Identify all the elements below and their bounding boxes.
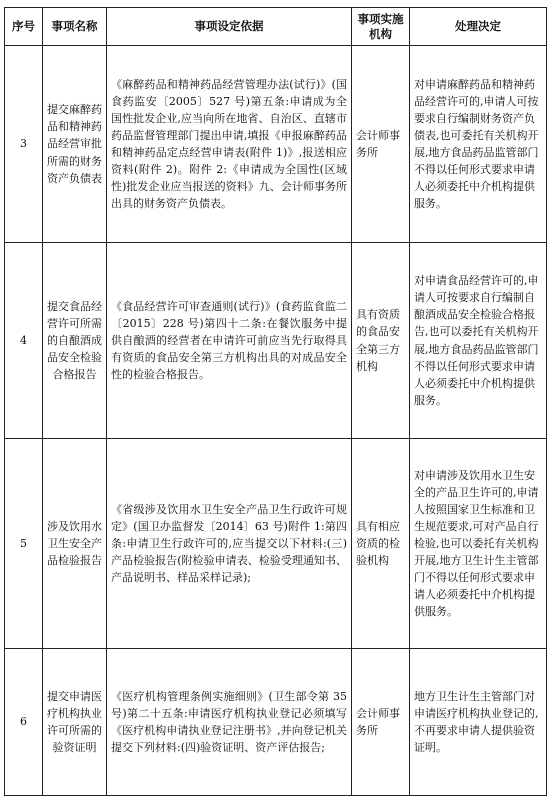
table-row xyxy=(5,439,547,649)
table-row xyxy=(5,243,547,439)
matter-basis: 《省级涉及饮用水卫生安全产品卫生行政许可规定》(国卫办监督发〔2014〕63 号)附件 1:第四条:申请卫生行政许可的,应当提交以下材料:(三)产品检验报告(附检验申请表、检验受理通知书、产品说明书、样品采样记录); xyxy=(107,439,352,649)
matter-basis: 《食品经营许可审查通则(试行)》(食药监食监二〔2015〕228 号)第四十二条:在餐饮服务中提供自酿酒的经营者在申请许可前应当先行取得具有资质的食品安全第三方机构出具的对成品安全性的检验合格报告。 xyxy=(107,243,352,439)
matters-table xyxy=(4,7,547,796)
implementing-org: 具有资质的食品安全第三方机构 xyxy=(352,243,410,439)
matter-name: 提交申请医疗机构执业许可所需的验资证明 xyxy=(43,649,107,796)
implementing-org: 具有相应资质的检验机构 xyxy=(352,439,410,649)
implementing-org: 会计师事务所 xyxy=(352,46,410,243)
matter-basis: 《医疗机构管理条例实施细则》(卫生部令第 35 号)第二十五条:申请医疗机构执业登记必须填写《医疗机构申请执业登记注册书》,并向登记机关提交下列材料:(四)验资证明、资产评估报告; xyxy=(107,649,352,796)
implementing-org: 会计师事务所 xyxy=(352,649,410,796)
header-no: 序号 xyxy=(5,8,43,46)
row-number: 4 xyxy=(5,243,43,439)
matter-basis: 《麻醉药品和精神药品经营管理办法(试行)》(国食药监安〔2005〕527 号)第五条:申请成为全国性批发企业,应当向所在地省、自治区、直辖市药品监督管理部门提出申请,填报《申报麻醉药品和精神药品定点经营申请表(附件 1)》,报送相应资料(附件 2)。附件 2:《申请成为全国性(区域性)批发企业应当报送的资料》九、会计师事务所出具的财务资产负债表。 xyxy=(107,46,352,243)
header-decision: 处理决定 xyxy=(410,8,547,46)
row-number: 6 xyxy=(5,649,43,796)
table-row xyxy=(5,46,547,243)
header-name: 事项名称 xyxy=(43,8,107,46)
row-number: 5 xyxy=(5,439,43,649)
header-org: 事项实施机构 xyxy=(352,8,410,46)
decision: 对申请麻醉药品和精神药品经营许可的,申请人可按要求自行编制财务资产负债表,也可委托有关机构开展,地方食品药品监管部门不得以任何形式要求申请人必须委托中介机构提供服务。 xyxy=(410,46,547,243)
header-basis: 事项设定依据 xyxy=(107,8,352,46)
decision: 地方卫生计生主管部门对申请医疗机构执业登记的,不再要求申请人提供验资证明。 xyxy=(410,649,547,796)
matter-name: 提交食品经营许可所需的自酿酒成品安全检验合格报告 xyxy=(43,243,107,439)
matter-name: 提交麻醉药品和精神药品经营审批所需的财务资产负债表 xyxy=(43,46,107,243)
decision: 对申请涉及饮用水卫生安全的产品卫生许可的,申请人按照国家卫生标准和卫生规范要求,可对产品自行检验,也可以委托有关机构开展,地方卫生计生主管部门不得以任何形式要求申请人必须委托中介机构提供服务。 xyxy=(410,439,547,649)
decision: 对申请食品经营许可的,申请人可按要求自行编制自酿酒成品安全检验合格报告,也可以委托有关机构开展,地方食品药品监管部门不得以任何形式要求申请人必须委托中介机构提供服务。 xyxy=(410,243,547,439)
table-row xyxy=(5,649,547,796)
row-number: 3 xyxy=(5,46,43,243)
matter-name: 涉及饮用水卫生安全产品检验报告 xyxy=(43,439,107,649)
header-row xyxy=(5,8,547,46)
